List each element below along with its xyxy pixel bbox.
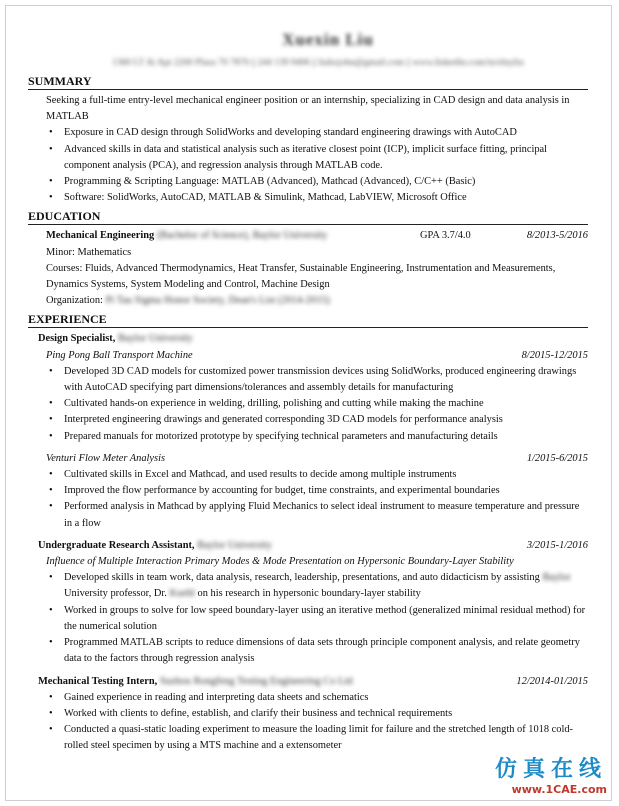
list-item: • Prepared manuals for motorized prototype by specifying technical parameters and manufacturing details (28, 429, 588, 445)
job-organization: Baylor University (117, 333, 193, 345)
job-title: Design Specialist, (38, 333, 116, 345)
internship-bullets (28, 690, 588, 755)
job-title: Mechanical Testing Intern, (38, 675, 158, 687)
list-item: • Developed 3D CAD models for customized power transmission devices using SolidWorks, produced engineering drawings with AutoCAD specifying part dimensions/tolerances and assembly details for manufacturing (28, 364, 588, 396)
list-item: • Programmed MATLAB scripts to reduce dimensions of data sets through principle component analysis, and relate geometry data to the factors through regression analysis (28, 635, 588, 667)
watermark-chinese: 仿真在线 (494, 757, 607, 782)
list-item: • Performed analysis in Mathcad by applying Fluid Mechanics to select ideal instrument to measure temperature and pressure in a flow (28, 499, 588, 531)
research-subtitle: Influence of Multiple Interaction Primary Modes & Mode Presentation on Hypersonic Boundary-Layer Stability (46, 556, 514, 568)
list-item: • Worked in groups to solve for low speed boundary-layer using an iterative method (generalized minimal residual method) for the numerical solution (28, 603, 588, 635)
job-title: Undergraduate Research Assistant, (38, 539, 195, 551)
list-item: • Developed skills in team work, data analysis, research, leadership, presentations, and auto didacticism by assisting Baylor University professor, Dr. Kuehl on his research in hypersonic boundary-layer stability (28, 570, 588, 602)
list-item: • Cultivated hands-on experience in welding, drilling, polishing and cutting while making the machine (28, 396, 588, 412)
gpa: GPA 3.7/4.0 (420, 230, 471, 242)
research-bullets (28, 570, 588, 667)
watermark-url: www.1CAE.com (511, 783, 607, 796)
list-item: • Interpreted engineering drawings and generated corresponding 3D CAD models for performance analysis (28, 412, 588, 428)
project-row (28, 348, 588, 364)
education-heading: EDUCATION (28, 209, 588, 225)
organization-label: Organization: (46, 295, 103, 307)
project-dates: 1/2015-6/2015 (526, 452, 588, 464)
education-minor: Minor: Mathematics (46, 246, 132, 258)
list-item: • Cultivated skills in Excel and Mathcad, and used results to decide among multiple instruments (28, 467, 588, 483)
education-courses: Courses: Fluids, Advanced Thermodynamics, Heat Transfer, Sustainable Engineering, Instrumentation and Measurements, Dynamics Systems, System Modeling and Control, Machine Design (46, 262, 556, 291)
organization-value: Pi Tau Sigma Honor Society, Dean's List (2014-2015) (105, 295, 330, 307)
job-title-row (28, 331, 588, 347)
project-bullets (28, 467, 588, 532)
list-item: • Gained experience in reading and interpreting data sheets and schematics (28, 690, 588, 706)
job-organization: Baylor University (197, 539, 272, 551)
education-dates: 8/2013-5/2016 (526, 230, 588, 242)
job-organization: Suzhou Rongfeng Testing Engineering Co Ltd (159, 675, 353, 687)
list-item: • Improved the flow performance by accounting for budget, time constraints, and experimental boundaries (28, 483, 588, 499)
project-name: Venturi Flow Meter Analysis (46, 452, 165, 464)
experience-heading: EXPERIENCE (28, 312, 588, 328)
project-name: Ping Pong Ball Transport Machine (46, 349, 193, 361)
list-item: • Software: SolidWorks, AutoCAD, MATLAB & Simulink, Mathcad, LabVIEW, Microsoft Office (28, 190, 588, 206)
blurred-university: Baylor (542, 572, 571, 584)
resume-page (28, 30, 588, 755)
job-title-row (28, 538, 588, 554)
summary-heading: SUMMARY (28, 74, 588, 90)
contact-line: 1360 LT Ai Apt 2200 Plaza 70 7870 || 244 139 9406 || liuhxjohn@gmail.com || www.linkedin.com/in/elnyliu (112, 58, 524, 68)
project-bullets (28, 364, 588, 445)
education-degree-row (28, 228, 588, 244)
degree-institution: (Bachelor of Science), Baylor University (156, 230, 328, 242)
summary-bullets (28, 125, 588, 206)
list-item: • Exposure in CAD design through SolidWorks and developing standard engineering drawings with AutoCAD (28, 125, 588, 141)
list-item: • Advanced skills in data and statistical analysis such as iterative closest point (ICP), implicit surface fitting, principal component analysis (PCA), and regression analysis through MATLAB code. (28, 142, 588, 174)
candidate-name: Xuexin Liu (282, 30, 374, 49)
project-row (28, 451, 588, 467)
summary-intro: Seeking a full-time entry-level mechanical engineer position or an internship, specializing in CAD design and data analysis in MATLAB (46, 95, 570, 123)
project-dates: 8/2015-12/2015 (521, 349, 588, 361)
job-dates: 12/2014-01/2015 (516, 675, 588, 687)
list-item: • Worked with clients to define, establish, and clarify their business and technical requirements (28, 706, 588, 722)
job-dates: 3/2015-1/2016 (526, 539, 588, 551)
site-watermark (495, 752, 607, 796)
list-item: • Programming & Scripting Language: MATLAB (Advanced), Mathcad (Advanced), C/C++ (Basic) (28, 174, 588, 190)
degree-name: Mechanical Engineering (46, 230, 155, 242)
job-title-row (28, 674, 588, 690)
list-item: • Conducted a quasi-static loading experiment to measure the loading limit for failure and the stretched length of 1018 cold-rolled steel specimen by using a MTS machine and a extensometer (28, 722, 588, 754)
education-organization (28, 293, 588, 309)
blurred-professor: Kuehl (169, 588, 195, 600)
